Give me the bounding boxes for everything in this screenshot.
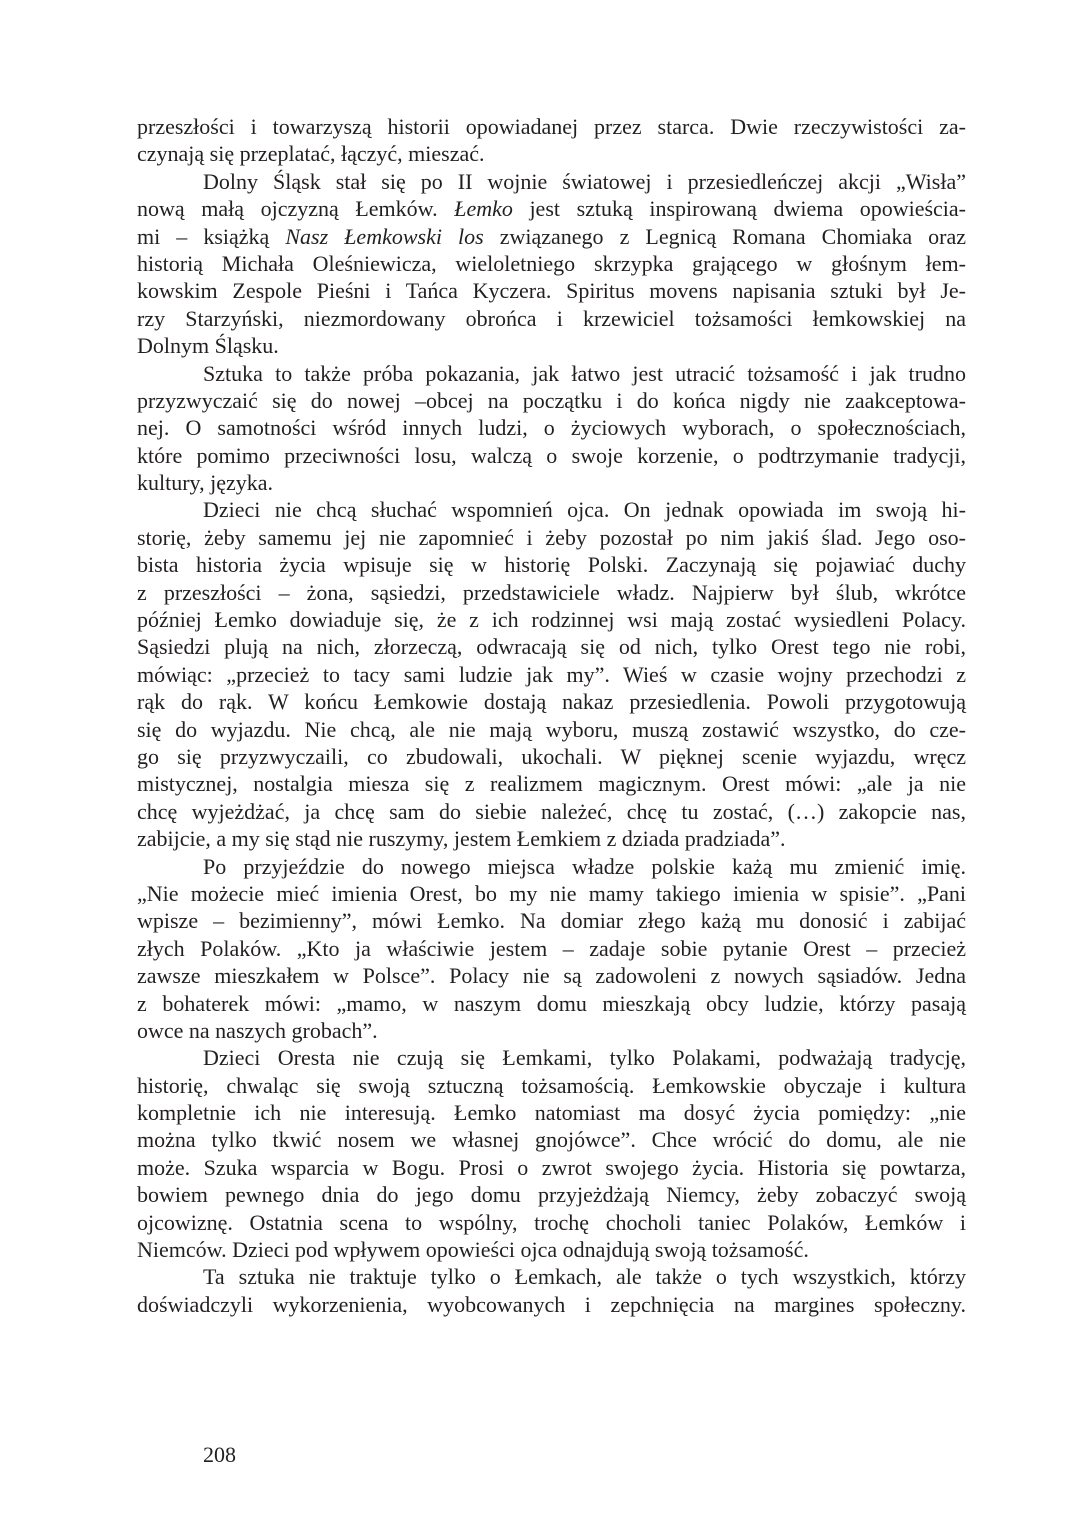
text-line: przeszłości i towarzyszą historii opowiadanej przez starca. Dwie rzeczywistości za-	[137, 114, 966, 139]
paragraph	[137, 1263, 966, 1318]
paragraph	[137, 496, 966, 852]
text-line: owce na naszych grobach”.	[137, 1017, 378, 1043]
text-line: z bohaterek mówi: „mamo, w naszym domu mieszkają obcy ludzie, którzy pasają	[137, 990, 966, 1016]
paragraph	[137, 113, 966, 168]
text-line: Sztuka to także próba pokazania, jak łatwo jest utracić tożsamość i jak trudno	[203, 360, 966, 386]
text-line: „Nie możecie mieć imienia Orest, bo my nie mamy takiego imienia w spisie”. „Pani	[137, 880, 966, 906]
text-line: Niemców. Dzieci pod wpływem opowieści ojca odnajdują swoją tożsamość.	[137, 1237, 809, 1263]
text-line: później Łemko dowiaduje się, że z ich rodzinnej wsi mają zostać wysiedleni Polacy.	[137, 607, 966, 633]
text-segment: nową małą ojczyzną Łemków.	[137, 196, 455, 222]
text-line: Po przyjeździe do nowego miejsca władze polskie każą mu zmienić imię.	[203, 853, 966, 879]
text-line: się do wyjazdu. Nie chcą, ale nie mają wyboru, muszą zostawić wszystko, do cze-	[137, 716, 966, 742]
text-line: historię, chwaląc się swoją sztuczną tożsamością. Łemkowskie obyczaje i kultura	[137, 1072, 966, 1098]
text-line: kompletnie ich nie interesują. Łemko natomiast ma dosyć życia pomiędzy: „nie	[137, 1100, 966, 1126]
text-line: historią Michała Oleśniewicza, wieloletniego skrzypka grającego w głośnym łem-	[137, 250, 966, 276]
text-line: bowiem pewnego dnia do jego domu przyjeżdżają Niemcy, żeby zobaczyć swoją	[137, 1182, 966, 1208]
text-segment: jest sztuką inspirowaną dwiema opowieścia-	[512, 196, 967, 222]
text-line: czynają się przeplatać, łączyć, mieszać.	[137, 141, 485, 167]
text-line: Dzieci nie chcą słuchać wspomnień ojca. On jednak opowiada im swoją hi-	[203, 497, 966, 523]
text-line: Dolny Śląsk stał się po II wojnie światowej i przesiedleńczej akcji „Wisła”	[203, 168, 966, 194]
text-segment: związanego z Legnicą Romana Chomiaka oraz	[483, 223, 966, 249]
italic-title: Nasz Łemkowski los	[285, 223, 484, 249]
text-line: mówiąc: „przecież to tacy sami ludzie jak my”. Wieś w czasie wojny przechodzi z	[137, 661, 966, 687]
text-line: które pomimo przeciwności losu, walczą o swoje korzenie, o podtrzymanie tradycji,	[137, 442, 966, 468]
text-line: może. Szuka wsparcia w Bogu. Prosi o zwrot swojego życia. Historia się powtarza,	[137, 1154, 966, 1180]
body-text	[137, 113, 966, 1318]
text-segment: mi – książką	[137, 223, 286, 249]
text-line: zabijcie, a my się stąd nie ruszymy, jestem Łemkiem z dziada pradziada”.	[137, 826, 786, 852]
text-line: go się przyzwyczaili, co zbudowali, ukochali. W pięknej scenie wyjazdu, wręcz	[137, 743, 966, 769]
text-line: doświadczyli wykorzenienia, wyobcowanych i zepchnięcia na margines społeczny.	[137, 1291, 966, 1317]
text-line: z przeszłości – żona, sąsiedzi, przedstawiciele władz. Najpierw był ślub, wkrótce	[137, 579, 966, 605]
text-line: mistycznej, nostalgia miesza się z realizmem magicznym. Orest mówi: „ale ja nie	[137, 771, 966, 797]
text-line: rzy Starzyński, niezmordowany obrońca i krzewiciel tożsamości łemkowskiej na	[137, 305, 966, 331]
text-line	[137, 195, 966, 222]
page-number: 208	[203, 1442, 236, 1467]
text-line: Ta sztuka nie traktuje tylko o Łemkach, ale także o tych wszystkich, którzy	[203, 1264, 966, 1290]
text-line: chcę wyjeżdżać, ja chcę sam do siebie należeć, chcę tu zostać, (…) zakopcie nas,	[137, 798, 966, 824]
text-line: storię, żeby samemu jej nie zapomnieć i żeby pozostał po nim jakiś ślad. Jego oso-	[137, 524, 966, 550]
text-line: wpisze – bezimienny”, mówi Łemko. Na domiar złego każą mu donosić i zabijać	[137, 908, 966, 934]
text-line: kowskim Zespole Pieśni i Tańca Kyczera. Spiritus movens napisania sztuki był Je-	[137, 278, 966, 304]
text-line: przyzwyczaić się do nowej –obcej na początku i do końca nigdy nie zaakceptowa-	[137, 387, 966, 413]
text-line: bista historia życia wpisuje się w historię Polski. Zaczynają się pojawiać duchy	[137, 552, 966, 578]
text-line: rąk do rąk. W końcu Łemkowie dostają nakaz przesiedlenia. Powoli przygotowują	[137, 689, 966, 715]
italic-title: Łemko	[454, 196, 513, 222]
paragraph	[137, 853, 966, 1045]
paragraph	[137, 168, 966, 360]
paragraph	[137, 360, 966, 497]
text-line	[137, 223, 966, 250]
text-line: Sąsiedzi plują na nich, złorzeczą, odwracają się od nich, tylko Orest tego nie robi,	[137, 634, 966, 660]
text-line: zawsze mieszkałem w Polsce”. Polacy nie są zadowoleni z nowych sąsiadów. Jedna	[137, 963, 966, 989]
text-line: Dolnym Śląsku.	[137, 333, 279, 359]
text-line: Dzieci Oresta nie czują się Łemkami, tylko Polakami, podważają tradycję,	[203, 1045, 966, 1071]
text-line: kultury, języka.	[137, 470, 274, 496]
text-line: nej. O samotności wśród innych ludzi, o życiowych wyborach, o społecznościach,	[137, 415, 966, 441]
paragraph	[137, 1044, 966, 1263]
text-line: złych Polaków. „Kto ja właściwie jestem – zadaje sobie pytanie Orest – przecież	[137, 935, 966, 961]
text-line: ojcowiznę. Ostatnia scena to wspólny, trochę chocholi taniec Polaków, Łemków i	[137, 1209, 966, 1235]
text-line: można tylko tkwić nosem we własnej gnojówce”. Chce wrócić do domu, ale nie	[137, 1127, 966, 1153]
